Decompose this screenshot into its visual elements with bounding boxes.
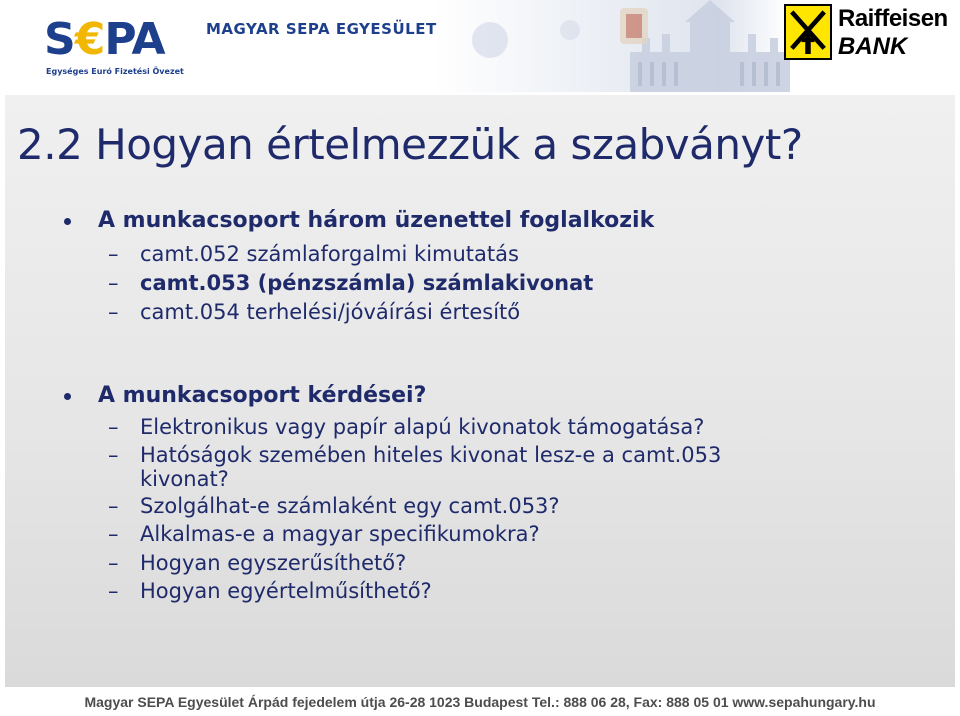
dash-marker: – xyxy=(108,579,119,603)
footer xyxy=(0,688,960,716)
sepa-tagline: Egységes Euró Fizetési Övezet xyxy=(46,67,184,76)
dash-marker: – xyxy=(108,271,119,295)
list-item: Hogyan egyértelműsíthető? xyxy=(140,579,432,603)
section-heading-messages: A munkacsoport három üzenettel foglalkozik xyxy=(98,208,655,233)
dash-marker: – xyxy=(108,415,119,439)
dash-marker: – xyxy=(108,494,119,518)
header-banner xyxy=(0,0,960,92)
list-item: Hogyan egyszerűsíthető? xyxy=(140,551,407,575)
raiffeisen-gable-cross-icon xyxy=(784,4,832,60)
dash-marker: – xyxy=(108,443,119,467)
dash-marker: – xyxy=(108,300,119,324)
slide-content xyxy=(5,95,955,687)
parliament-building-illustration xyxy=(430,0,790,92)
list-item: camt.054 terhelési/jóváírási értesítő xyxy=(140,300,521,324)
euro-sign-icon: € xyxy=(74,14,105,65)
list-item: Hatóságok szemében hiteles kivonat lesz-e a camt.053 xyxy=(140,443,722,467)
section-heading-questions: A munkacsoport kérdései? xyxy=(98,383,427,408)
list-item: Alkalmas-e a magyar specifikumokra? xyxy=(140,522,540,546)
list-item: camt.053 (pénzszámla) számlakivonat xyxy=(140,271,594,295)
dash-marker: – xyxy=(108,242,119,266)
footer-contact-text: Magyar SEPA Egyesület Árpád fejedelem útja 26-28 1023 Budapest Tel.: 888 06 28, Fax: 888 05 01 www.sepahungary.hu xyxy=(84,694,876,710)
list-item: camt.052 számlaforgalmi kimutatás xyxy=(140,242,519,266)
raiffeisen-logo xyxy=(784,4,956,64)
sepa-logo-wordmark: S€PA xyxy=(44,14,165,65)
dash-marker: – xyxy=(108,522,119,546)
list-item: Szolgálhat-e számlaként egy camt.053? xyxy=(140,494,560,518)
list-item: Elektronikus vagy papír alapú kivonatok támogatása? xyxy=(140,415,705,439)
raiffeisen-name: Raiffeisen xyxy=(838,5,948,32)
slide-title: 2.2 Hogyan értelmezzük a szabványt? xyxy=(17,120,803,169)
dash-marker: – xyxy=(108,551,119,575)
sepa-logo xyxy=(44,16,194,78)
association-name: MAGYAR SEPA EGYESÜLET xyxy=(206,20,437,38)
raiffeisen-bank-label: BANK xyxy=(838,33,908,60)
list-item-continuation: kivonat? xyxy=(140,467,229,491)
